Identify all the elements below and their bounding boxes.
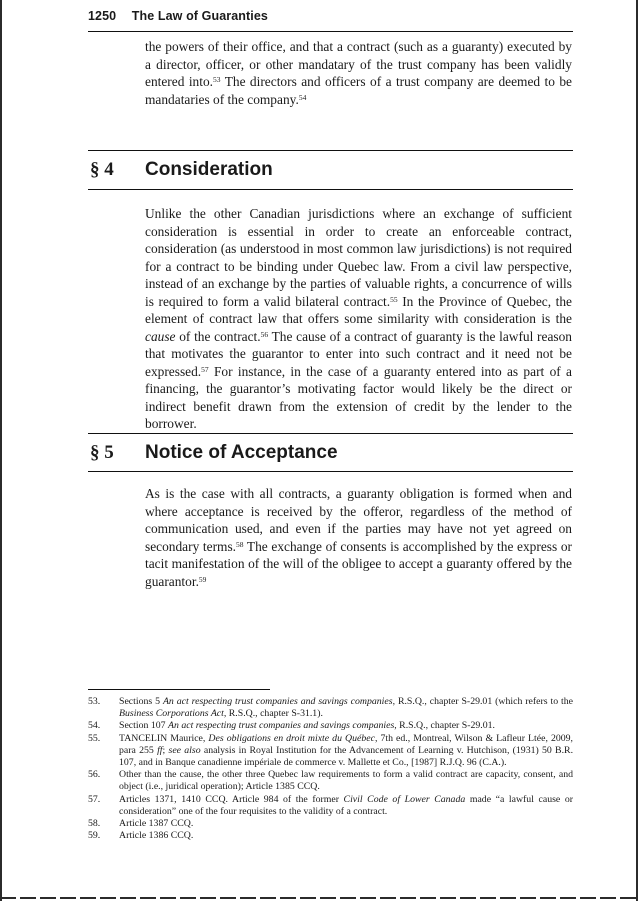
section-5-number: § 5 xyxy=(90,442,114,463)
section-4-paragraph: Unlike the other Canadian jurisdictions where an exchange of sufficient consideration is essential in order to create an enforceable contract, consideration (as understood in most common law jurisdictions) is not required for a contract to be binding under Quebec law. From a civil law perspective, instead of an exchange by the parties of valuable rights, a concurrence of wills is required to form a valid bilateral contract.$^{55}$ In the Province of Quebec, the element of contract law that offers some similarity with consideration is the cause of the contract.$^{56}$ The cause of a contract of guaranty is the lawful reason that motivates the guarantor to enter into such contract and it need not be expressed.$^{57}$ For instance, in the case of a guaranty entered into as part of a financing, the guarantor’s motivating factor would likely be the direct or indirect benefit drawn from the extension of credit by the lender to the borrower. xyxy=(145,206,572,431)
section-5-paragraph: As is the case with all contracts, a guaranty obligation is formed when and where acceptance is received by the offeror, regardless of the method of communication used, and even if the parties may have not yet agreed on secondary terms.$^{58}$ The exchange of consents is accomplished by the express or tacit manifestation of the will of the obligee to accept a guaranty offered by the guarantor.$^{59}$ xyxy=(145,486,572,589)
footnote-55: 55. TANCELIN Maurice, Des obligations en droit mixte du Québec, 7th ed., Montreal, Wilson & Lafleur Ltée, 2009, para 255 ff; see also analysis in Royal Institution for the Advancement of Learning v. Hutchison, (1931) 50 B.R. 107, and in Banque canadienne impériale de commerce v. Mallette et Co., [1987] R.J.Q. 96 (C.A.). xyxy=(88,732,574,769)
footnote-ref-53[interactable]: 53 xyxy=(213,75,221,84)
page-border-bottom xyxy=(0,897,638,899)
book-title: The Law of Guaranties xyxy=(131,9,268,23)
footnote-ref-59[interactable]: 59 xyxy=(198,574,207,584)
footnote-57: 57. Articles 1371, 1410 CCQ. Article 984 of the former Civil Code of Lower Canada made “a lawful cause or consideration” one of the four requisites to the validity of a contract. xyxy=(88,793,573,817)
section-4-title: Consideration xyxy=(145,159,273,180)
section-5-bottom-rule xyxy=(88,471,573,472)
footnote-ref-54[interactable]: 54 xyxy=(298,92,307,102)
footnote-rule xyxy=(88,689,270,690)
running-head xyxy=(88,9,573,23)
header-rule xyxy=(88,31,573,32)
footnote-54: 54. Section 107 An act respecting trust companies and savings companies, R.S.Q., chapter S-29.01. xyxy=(88,720,495,732)
section-4-number: § 4 xyxy=(90,159,114,180)
footnote-56: 56. Other than the cause, the other three Quebec law requirements to form a valid contract are capacity, consent, and object (i.e., juridical operation); Article 1385 CCQ. xyxy=(88,769,573,793)
footnote-58: 58. Article 1387 CCQ. xyxy=(88,818,194,830)
footnotes xyxy=(88,696,573,842)
footnote-ref-55[interactable]: 55 xyxy=(390,294,398,304)
intro-paragraph: the powers of their office, and that a contract (such as a guaranty) executed by a director, officer, or other mandatary of the trust company has been validly entered into.$^{53}$ The directors and officers of a trust company are deemed to be mandataries of the company.$^{54}$ xyxy=(145,39,572,107)
footnote-ref-57[interactable]: 57 xyxy=(201,364,209,374)
page-border-left xyxy=(0,0,2,901)
section-4-bottom-rule xyxy=(88,189,573,190)
section-5-top-rule xyxy=(88,433,573,434)
section-5-title: Notice of Acceptance xyxy=(145,442,338,463)
footnote-ref-56[interactable]: 56 xyxy=(260,329,269,339)
footnote-53: 53. Sections 5 An act respecting trust companies and savings companies, R.S.Q., chapter S-29.01 (which refers to the Business Corporations Act, R.S.Q., chapter S-31.1). xyxy=(88,696,574,720)
section-4-top-rule xyxy=(88,150,573,151)
footnote-59: 59. Article 1386 CCQ. xyxy=(88,830,194,842)
page-number: 1250 xyxy=(88,9,117,23)
footnote-ref-58[interactable]: 58 xyxy=(236,539,244,549)
